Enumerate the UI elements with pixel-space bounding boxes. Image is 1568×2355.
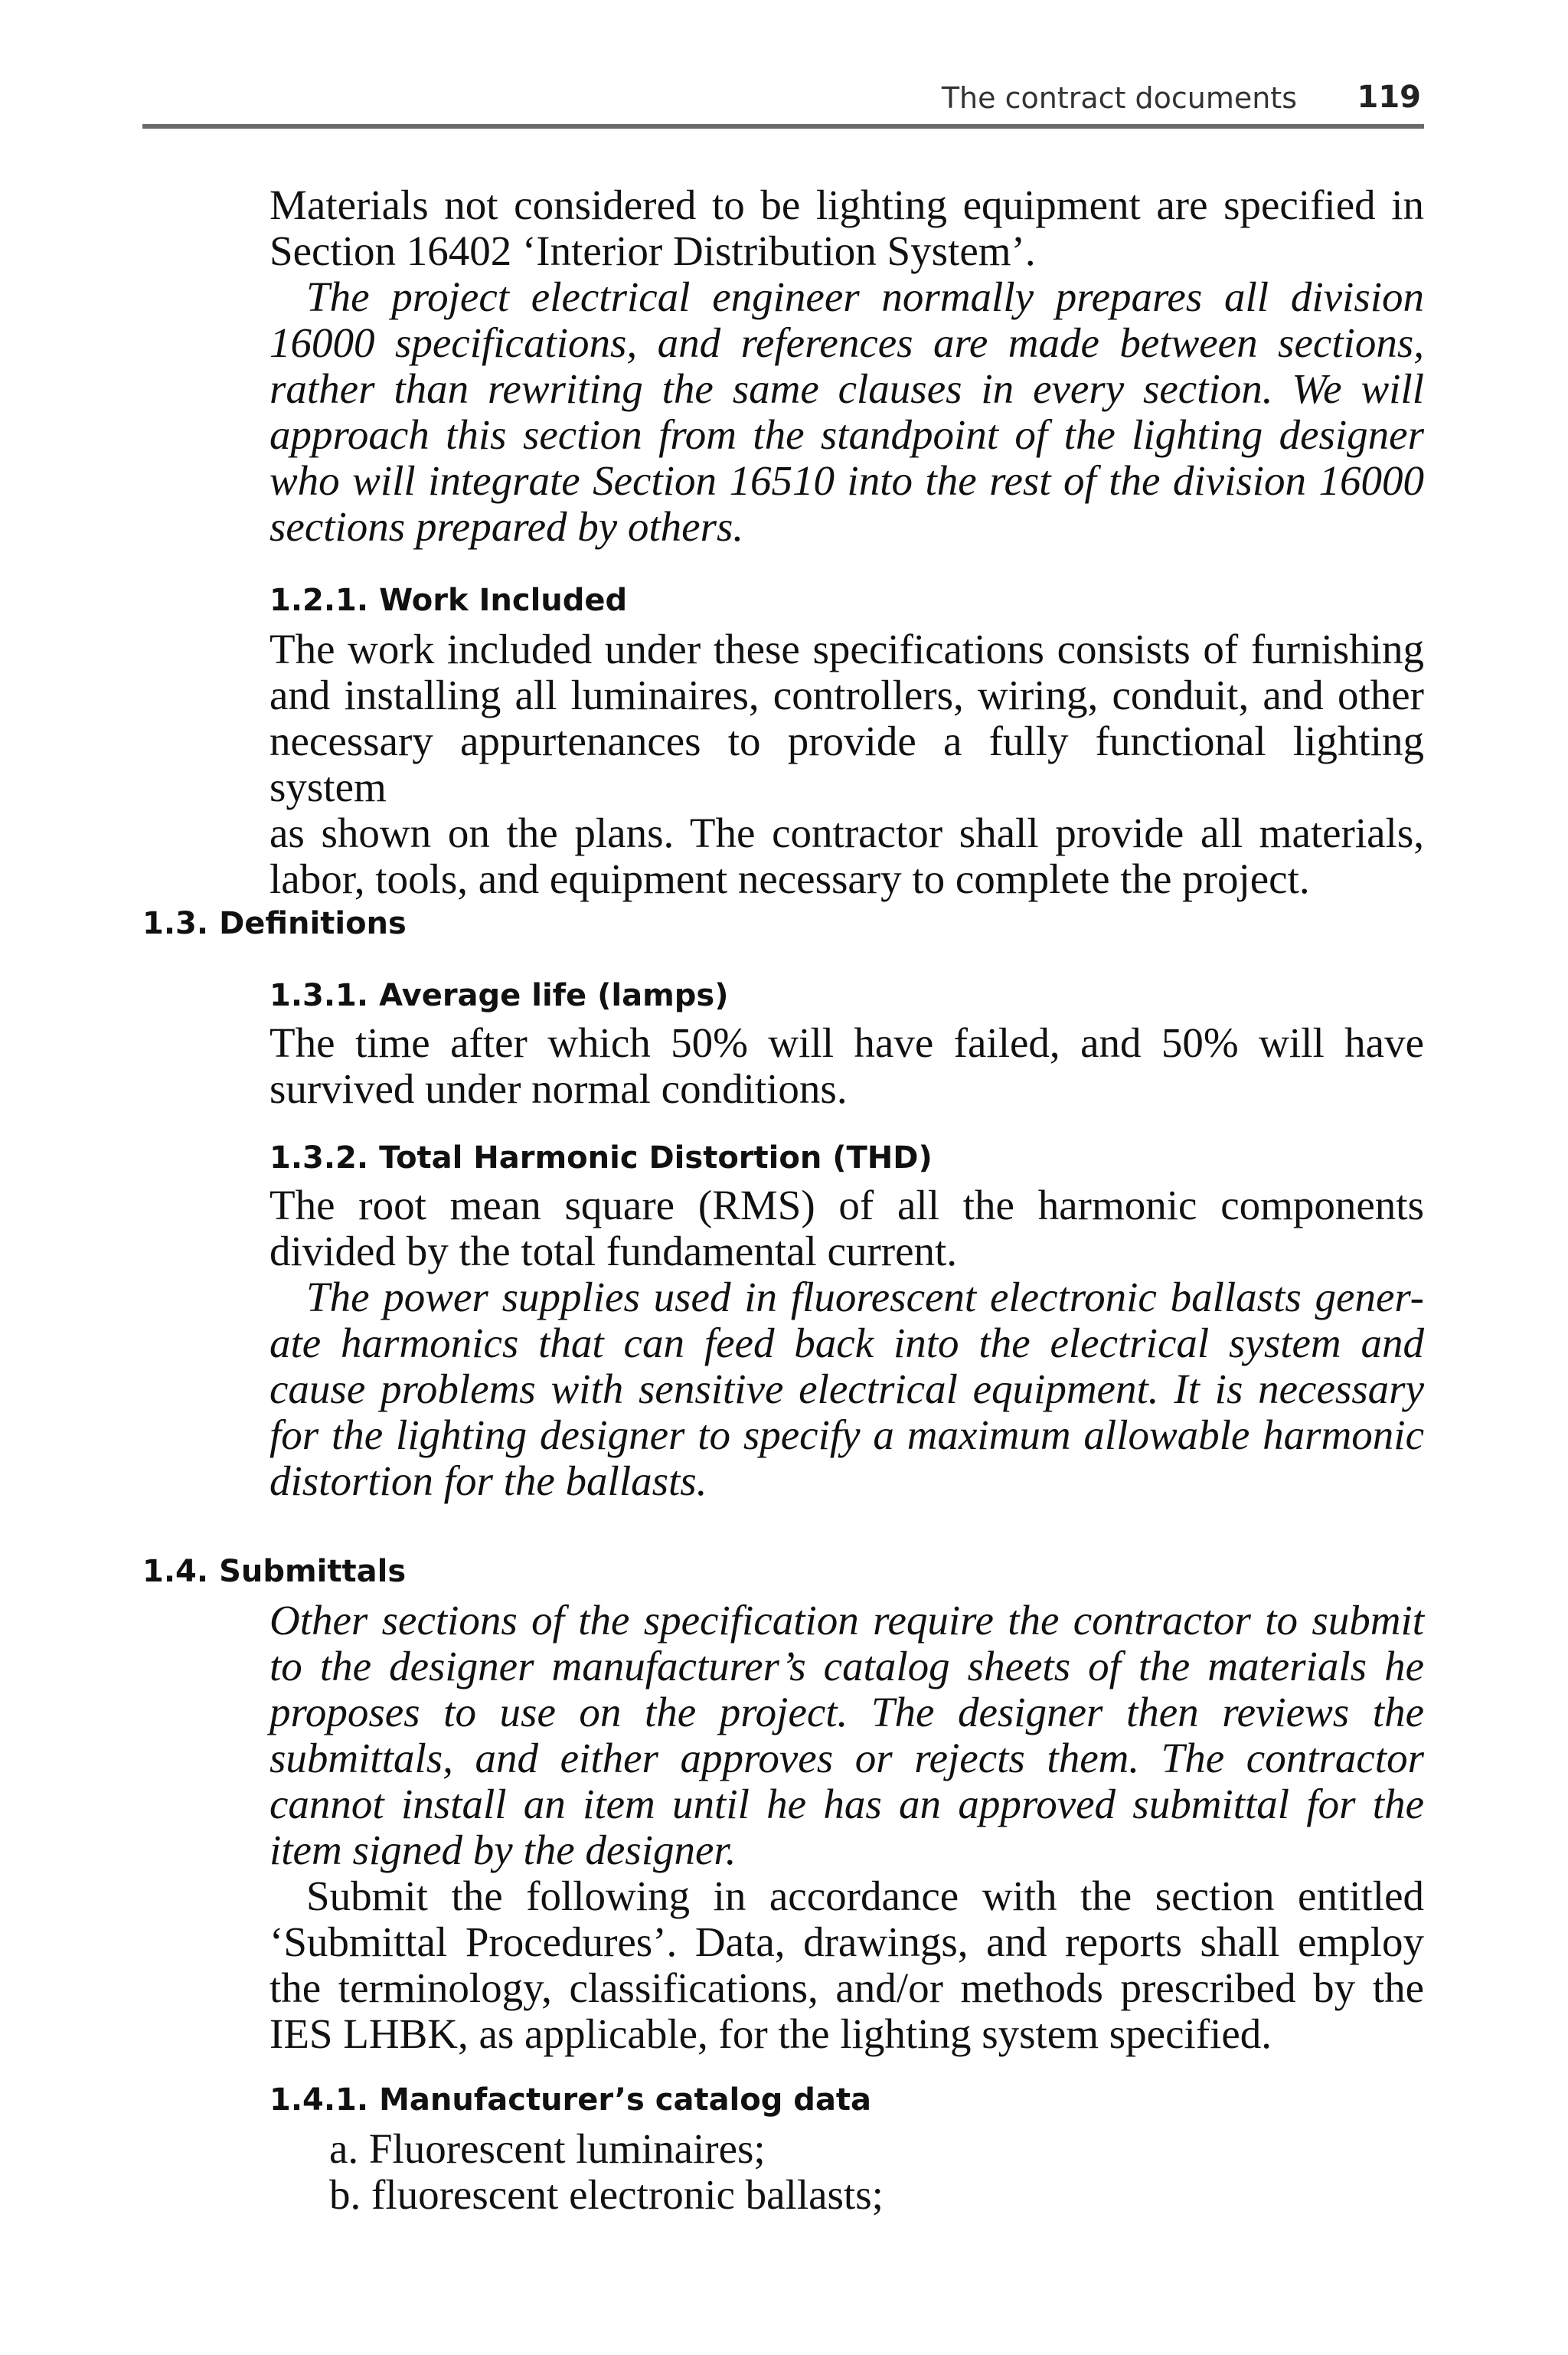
running-title: The contract documents: [941, 81, 1297, 115]
heading-number: 1.2.1.: [270, 583, 369, 618]
heading-title: Submittals: [219, 1554, 407, 1589]
commentary-project-engineer: [270, 274, 1424, 550]
paragraph-line: Section 16402 ‘Interior Distribution System’.: [270, 227, 1036, 274]
paragraph-materials: [270, 182, 1424, 274]
paragraph-submit-following: [270, 1873, 1424, 2057]
paragraph-line: rather than rewriting the same clauses in every section. We will: [270, 365, 1424, 412]
heading-title: Manufacturer’s catalog data: [379, 2082, 872, 2118]
paragraph-line: who will integrate Section 16510 into the rest of the division 16000: [270, 457, 1424, 504]
heading-title: Average life (lamps): [379, 978, 729, 1013]
commentary-harmonics: [270, 1274, 1424, 1504]
paragraph-line: approach this section from the standpoint of the lighting designer: [270, 411, 1424, 458]
paragraph-line: The time after which 50% will have failed, and 50% will have: [270, 1019, 1424, 1066]
paragraph-line: ‘Submittal Procedures’. Data, drawings, and reports shall employ: [270, 1918, 1424, 1965]
list-item: a. Fluorescent luminaires;: [329, 2125, 766, 2172]
paragraph-line: for the lighting designer to specify a maximum allowable harmonic: [270, 1411, 1424, 1458]
paragraph-line: cause problems with sensitive electrical equipment. It is necessary: [270, 1366, 1424, 1412]
running-head: [142, 75, 1424, 129]
paragraph-line: and installing all luminaires, controllers, wiring, conduit, and other: [270, 672, 1424, 718]
paragraph-line: necessary appurtenances to provide a fully functional lighting system: [270, 718, 1424, 810]
paragraph-line: proposes to use on the project. The designer then reviews the: [270, 1689, 1424, 1735]
paragraph-line: 16000 specifications, and references are made between sections,: [270, 319, 1424, 366]
paragraph-line: Submit the following in accordance with the section entitled: [306, 1873, 1424, 1919]
page-number: 119: [1357, 80, 1421, 115]
paragraph-line: as shown on the plans. The contractor shall provide all materials,: [270, 810, 1424, 856]
paragraph-thd-definition: [270, 1182, 1424, 1274]
heading-1-2-1: [270, 581, 627, 620]
paragraph-average-life: [270, 1020, 1424, 1112]
paragraph-line: Materials not considered to be lighting equipment are specified in: [270, 182, 1424, 228]
paragraph-line: to the designer manufacturer’s catalog sheets of the materials he: [270, 1643, 1424, 1689]
paragraph-line: submittals, and either approves or rejects them. The contractor: [270, 1735, 1424, 1781]
heading-title: Definitions: [219, 906, 407, 941]
heading-1-3-2: [270, 1138, 933, 1178]
list-item: b. fluorescent electronic ballasts;: [329, 2171, 884, 2218]
heading-number: 1.3.2.: [270, 1140, 369, 1176]
paragraph-line: cannot install an item until he has an approved submittal for the: [270, 1781, 1424, 1827]
paragraph-work-included: [270, 626, 1424, 902]
heading-1-3: [142, 904, 407, 944]
heading-number: 1.3.: [142, 906, 209, 941]
heading-title: Total Harmonic Distortion (THD): [379, 1140, 933, 1176]
heading-number: 1.4.: [142, 1554, 209, 1589]
heading-1-4-1: [270, 2080, 871, 2120]
paragraph-line: The project electrical engineer normally prepares all division: [306, 273, 1424, 320]
commentary-submittals: [270, 1598, 1424, 1873]
paragraph-line: item signed by the designer.: [270, 1827, 737, 1873]
paragraph-line: divided by the total fundamental current.: [270, 1228, 958, 1274]
heading-number: 1.3.1.: [270, 978, 369, 1013]
paragraph-line: survived under normal conditions.: [270, 1065, 848, 1112]
paragraph-line: the terminology, classifications, and/or methods prescribed by the: [270, 1964, 1424, 2011]
paragraph-line: IES LHBK, as applicable, for the lighting system specified.: [270, 2010, 1272, 2057]
paragraph-line: Other sections of the specification require the contractor to submit: [270, 1597, 1424, 1644]
paragraph-line: labor, tools, and equipment necessary to complete the project.: [270, 855, 1310, 902]
paragraph-line: The work included under these specifications consists of furnishing: [270, 626, 1424, 672]
heading-number: 1.4.1.: [270, 2082, 369, 2118]
paragraph-line: distortion for the ballasts.: [270, 1457, 707, 1504]
catalog-data-list: [329, 2126, 1424, 2218]
heading-1-4: [142, 1552, 406, 1591]
heading-title: Work Included: [379, 583, 628, 618]
paragraph-line: sections prepared by others.: [270, 503, 744, 550]
paragraph-line: ate harmonics that can feed back into the electrical system and: [270, 1320, 1424, 1366]
paragraph-line: The power supplies used in fluorescent electronic ballasts gener-: [306, 1274, 1424, 1320]
paragraph-line: The root mean square (RMS) of all the harmonic components: [270, 1182, 1424, 1228]
heading-1-3-1: [270, 976, 729, 1016]
